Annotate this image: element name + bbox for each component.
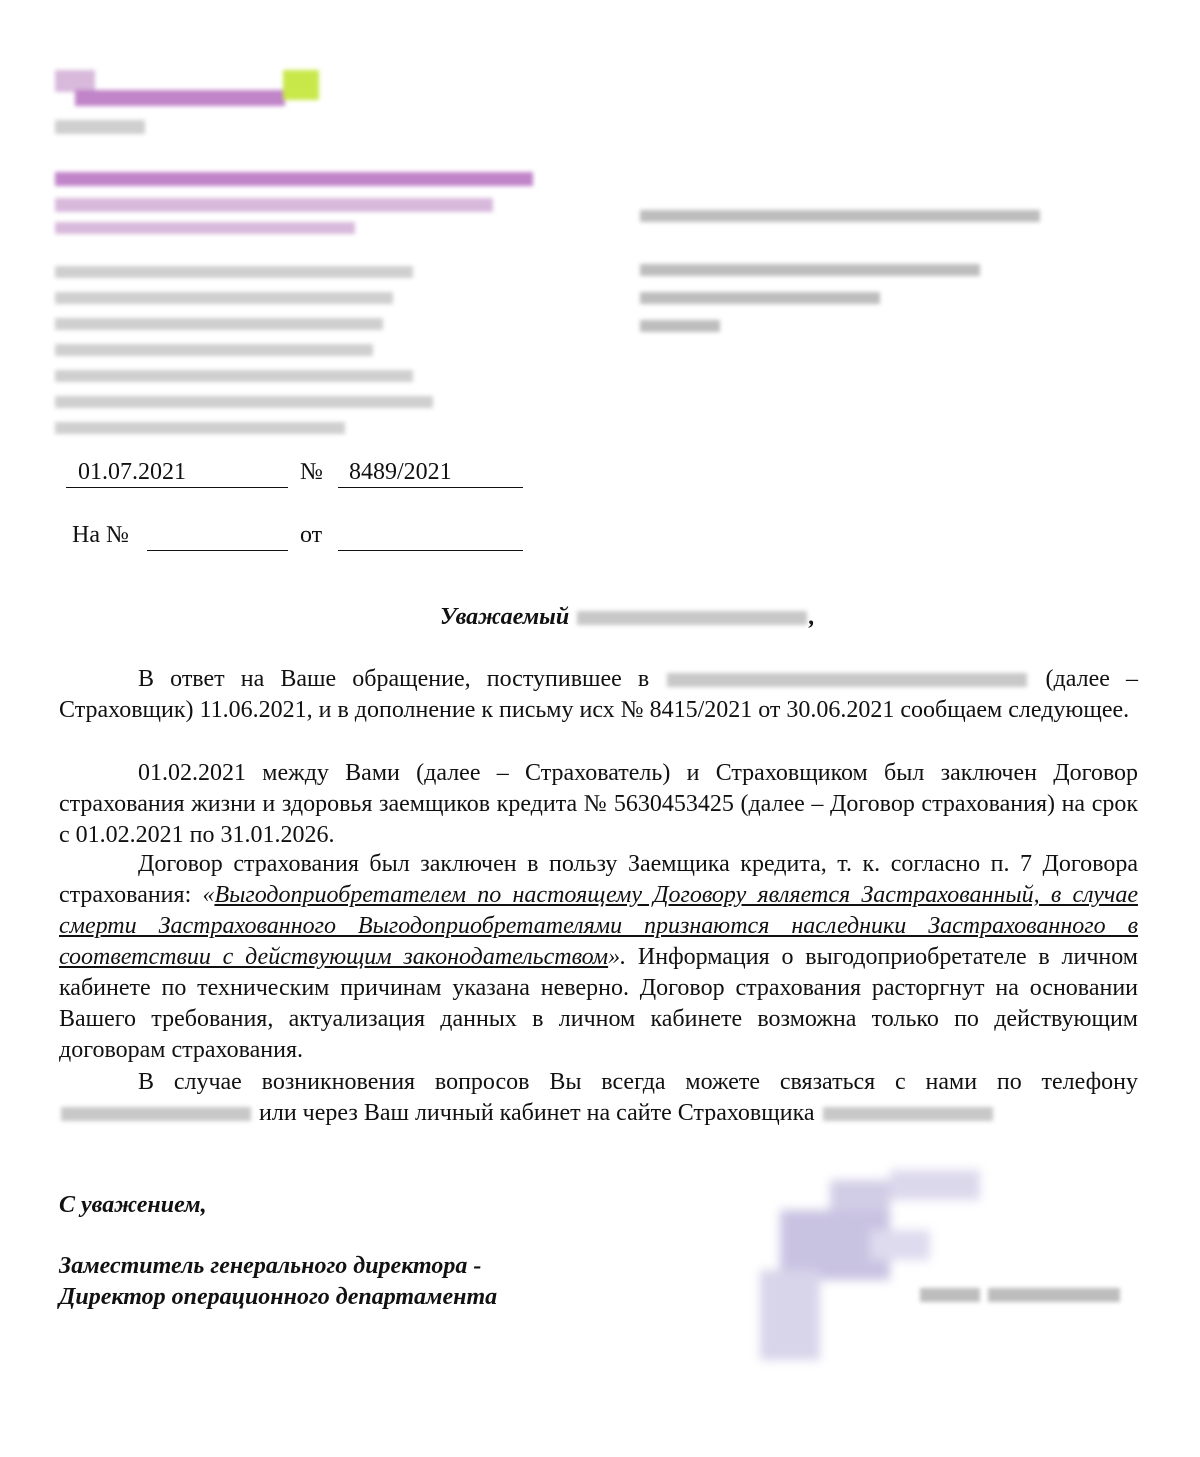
signature-redacted	[750, 1170, 980, 1370]
p4-text-a: В случае возникновения вопросов Вы всегда можете связаться с нами по телефону	[138, 1069, 1138, 1095]
recipient-name-redacted	[577, 611, 807, 625]
signatory-name-redacted	[920, 1285, 1130, 1305]
company-name-redacted	[55, 168, 535, 238]
company-logo	[55, 70, 325, 140]
paragraph-3	[59, 849, 1138, 1066]
closing: С уважением,	[59, 1192, 207, 1218]
from-underline	[338, 550, 523, 551]
quote-open: «	[202, 882, 215, 908]
quote-close: ».	[608, 944, 627, 970]
phone-redacted	[61, 1107, 251, 1121]
signatory-position-line2: Директор операционного департамента	[59, 1284, 498, 1310]
paragraph-4	[59, 1067, 1138, 1129]
greeting	[440, 602, 815, 633]
company-redacted	[667, 673, 1027, 687]
greeting-word: Уважаемый	[440, 604, 570, 630]
p3-text-a: Договор страхования был заключен в пользу Заемщика кредита, т. к. согласно п. 7 Договора страхования:	[59, 851, 1138, 908]
paragraph-2: 01.02.2021 между Вами (далее – Страхователь) и Страховщиком был заключен Договор страхования жизни и здоровья заемщиков кредита № 5630453425 (далее – Договор страхования) на срок с 01.02.2021 по 31.01.2026.	[59, 760, 1138, 848]
ref-underline	[147, 550, 288, 551]
letter-number: 8489/2021	[349, 459, 452, 485]
signatory-position-line1: Заместитель генерального директора -	[59, 1253, 482, 1279]
number-underline	[338, 487, 523, 488]
p4-text-b: или через Ваш личный кабинет на сайте Страховщика	[259, 1100, 815, 1126]
greeting-comma: ,	[809, 604, 816, 630]
paragraph-1	[59, 664, 1138, 726]
number-sign: №	[300, 459, 323, 485]
website-redacted	[823, 1107, 993, 1121]
p3-text-b: Информация о выгодоприобретателе в личном кабинете по техническим причинам указана неверно. Договор страхования расторгнут на основании Вашего требования, актуализация данных в личном кабинете возможна только по действующим договорам страхования.	[59, 944, 1138, 1063]
recipient-redacted	[640, 200, 1060, 350]
date-underline	[66, 487, 288, 488]
sender-address-redacted	[55, 262, 455, 442]
letter-date: 01.07.2021	[78, 459, 186, 485]
from-label: от	[300, 522, 323, 548]
contract-quote: Выгодоприобретателем по настоящему Договору является Застрахованный, в случае смерти Застрахованного Выгодоприобретателями признаются наследники Застрахованного в соответствии с действующим законодательством	[59, 882, 1139, 970]
ref-label: На №	[72, 522, 129, 548]
p1-text-a: В ответ на Ваше обращение, поступившее в	[138, 666, 650, 692]
p1-text-b: (далее – Страховщик) 11.06.2021, и в дополнение к письму исх № 8415/2021 от 30.06.2021 сообщаем следующее.	[59, 666, 1139, 723]
